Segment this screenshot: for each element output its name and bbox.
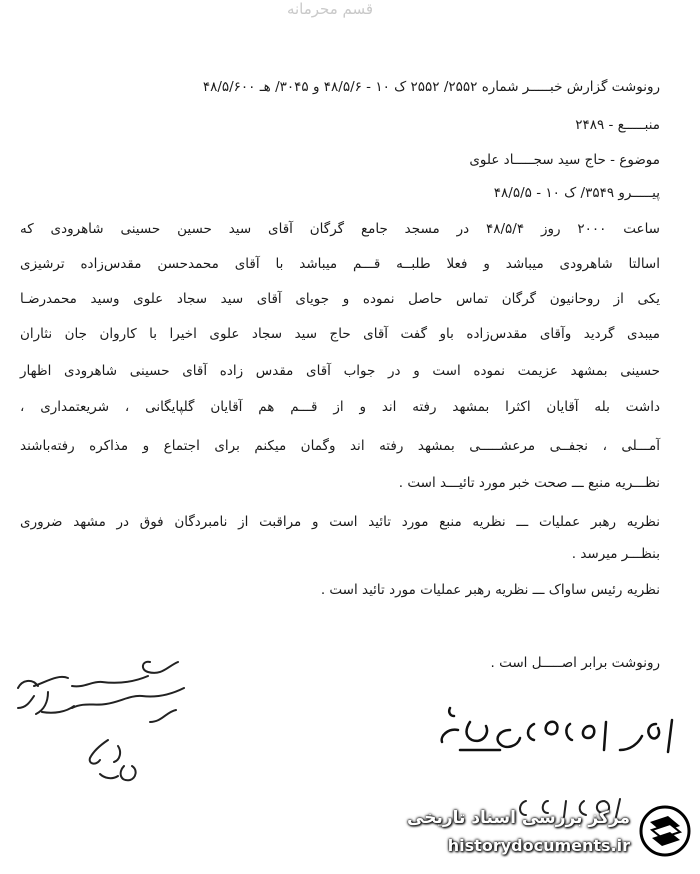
body-line-2: اسالتا شاهرودی میباشد و فعلا طلبــه قـــم میباشد با آقای محمدحسن مقدس‌زاده ترشیزی: [20, 256, 660, 272]
source-line: منبـــــع - ۲۴۸۹: [575, 117, 660, 133]
copy-certified-note: رونوشت برابر اصـــــل است .: [490, 655, 660, 671]
watermark-title: مرکز بررسی اسناد تاریخی: [407, 808, 630, 828]
history-documents-watermark: [402, 804, 692, 866]
handwritten-number-signature: [430, 700, 680, 760]
savak-chief-opinion-line: نظریه رئیس ساواک ـــ نظریه رهبر عملیات مورد تائید است .: [320, 582, 660, 598]
archive-logo-icon: [638, 804, 692, 858]
subject-line: موضوع - حاج سید سجـــــاد علوی: [469, 152, 660, 168]
operations-opinion-continued: بنظـــر میرسد .: [571, 546, 660, 562]
report-reference-line: رونوشت گزارش خبـــــر شماره ۲۵۵۲/ ۲۵۵۲ ک ۱۰ - ۴۸/۵/۶ و ۳۰۴۵/ هـ ۴۸/۵/۶۰۰: [202, 79, 660, 95]
body-line-4: میبدی گردید وآقای مقدس‌زاده باو گفت آقای حاج سید سجاد علوی اخیرا با کاروان جان نثاران: [20, 326, 660, 342]
body-line-3: یکی از روحانیون گرگان تماس حاصل نموده و جویای آقای سید سجاد علوی وسید محمدرضـا: [20, 291, 660, 307]
operations-opinion-line: نظریه رهبر عملیات ـــ نظریه منبع مورد تائید است و مراقبت از نامبردگان فوق در مشهد ضروری: [20, 514, 660, 530]
body-line-5: حسینی بمشهد عزیمت نموده است و در جواب آقای مقدس زاده آقای حسینی شاهرودی اظهار: [20, 363, 660, 379]
body-line-7: آمـــلی ، نجفــی مرعشـــــی بمشهد رفته اند وگمان میکنم برای اجتماع و مذاکره رفته‌باشند: [20, 438, 660, 454]
watermark-url: historydocuments.ir: [447, 836, 630, 855]
handwritten-annotation-signature: [8, 648, 198, 798]
body-line-6: داشت بله آقایان اکثرا بمشهد رفته اند و از قـــم هم آقایان گلپایگانی ، شریعتمداری ،: [20, 399, 660, 415]
source-opinion-line: نظـــریه منبع ـــ صحت خبر مورد تائیـــد است .: [398, 475, 660, 491]
followup-line: پیـــــرو ۳۵۴۹/ ک ۱۰ - ۴۸/۵/۵: [493, 185, 660, 201]
body-line-1: ساعت ۲۰۰۰ روز ۴۸/۵/۴ در مسجد جامع گرگان آقای سید حسین حسینی شاهرودی که: [20, 221, 660, 237]
faint-header-stamp: ﻗﺴﻢ ﻣﺤﺮﻣﺎﻧﻪ: [286, 0, 374, 18]
